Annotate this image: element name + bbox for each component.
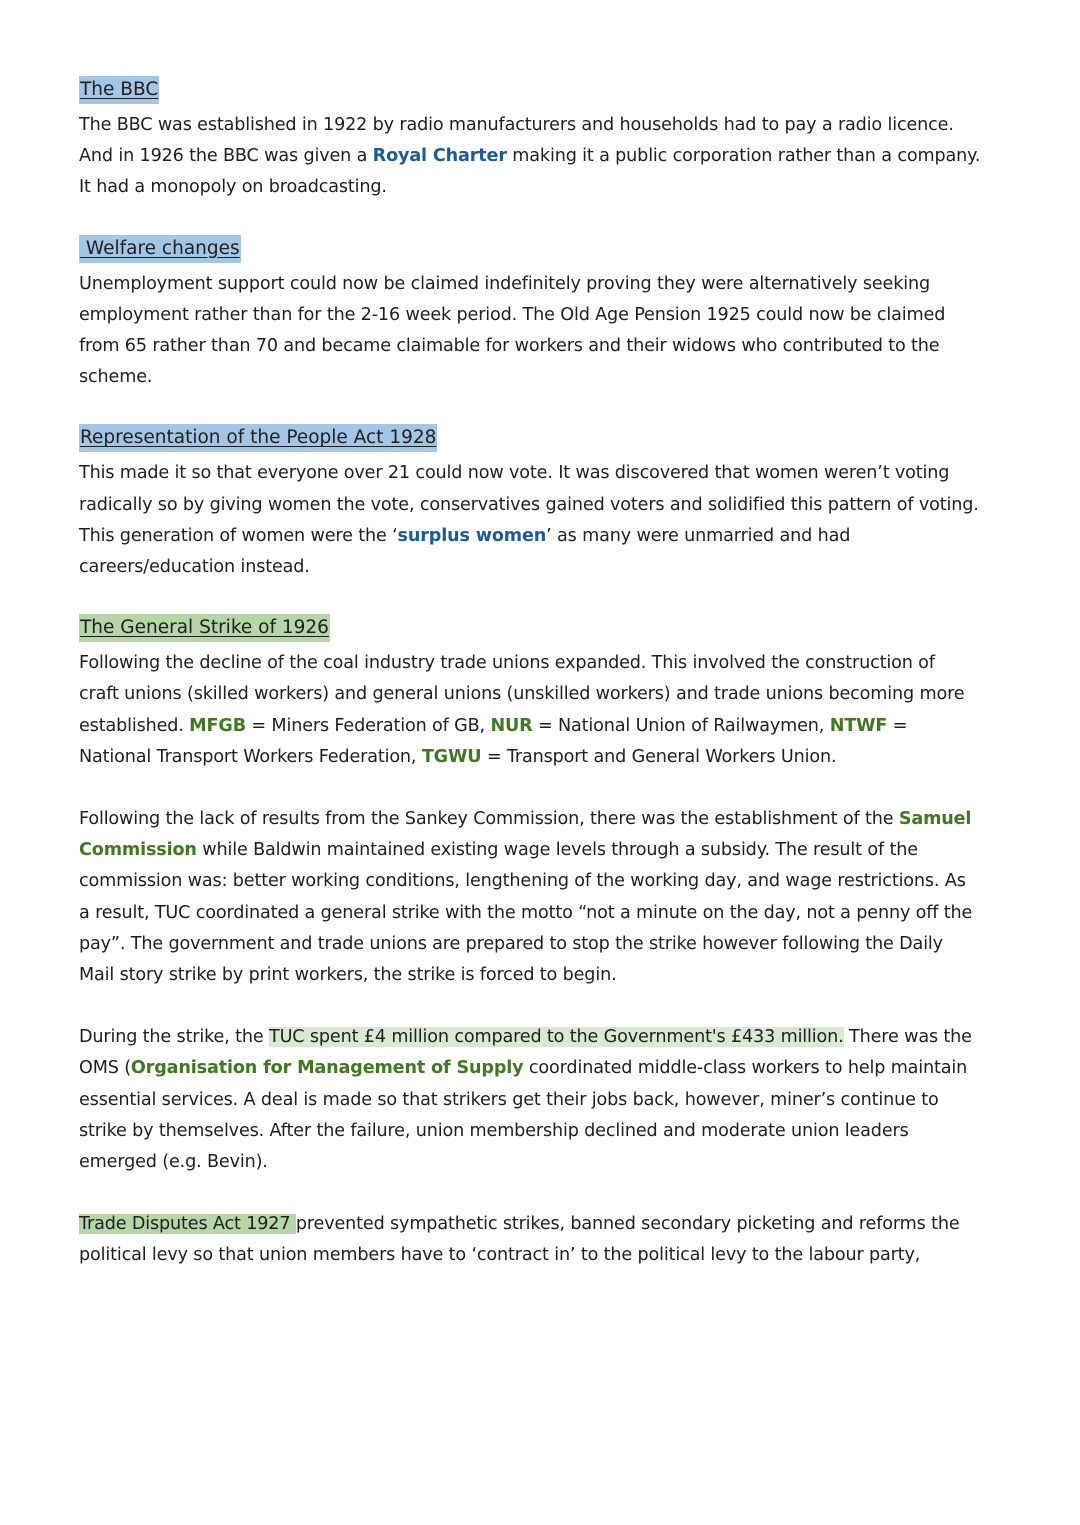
paragraph xyxy=(79,269,1039,394)
paragraph xyxy=(79,648,1039,773)
text-run: from 65 rather than 70 and became claimable for workers and their widows who contributed to the xyxy=(79,336,940,357)
text-run: essential services. A deal is made so that strikers get their jobs back, however, miner’s continue to xyxy=(79,1089,939,1110)
text-run: pay”. The government and trade unions are prepared to stop the strike however following the Daily xyxy=(79,933,943,954)
key-term: surplus women xyxy=(397,525,547,546)
text-run: prevented sympathetic strikes, banned secondary picketing and reforms the xyxy=(295,1214,960,1235)
text-line xyxy=(79,362,1039,393)
text-run: This generation of women were the ‘ xyxy=(79,525,398,546)
text-line xyxy=(79,679,1039,710)
text-line xyxy=(79,269,1039,300)
paragraph xyxy=(79,804,1039,991)
section xyxy=(79,235,1039,394)
section-heading: The BBC xyxy=(79,76,159,104)
section-heading: The General Strike of 1926 xyxy=(79,614,330,642)
key-term: TGWU xyxy=(421,746,482,767)
text-run: while Baldwin maintained existing wage levels through a subsidy. The result of the xyxy=(196,840,918,861)
text-line xyxy=(79,141,1039,172)
text-line xyxy=(79,110,1039,141)
text-line xyxy=(79,804,1039,835)
text-run: emerged (e.g. Bevin). xyxy=(79,1152,268,1173)
text-line xyxy=(79,521,1039,552)
paragraph xyxy=(79,1022,1039,1178)
paragraph xyxy=(79,1209,1039,1271)
highlighted-text: TUC spent £4 million compared to the Government's £433 million. xyxy=(268,1027,844,1048)
text-run: Following the decline of the coal industry trade unions expanded. This involved the construction of xyxy=(79,653,935,674)
text-run: political levy so that union members have to ‘contract in’ to the political levy to the labour party, xyxy=(79,1245,921,1266)
paragraph xyxy=(79,110,1039,204)
text-run: Unemployment support could now be claimed indefinitely proving they were alternatively seeking xyxy=(79,273,931,294)
key-term: MFGB xyxy=(189,715,246,736)
key-term: Commission xyxy=(79,840,197,861)
text-run: careers/education instead. xyxy=(79,557,310,578)
text-run: Mail story strike by print workers, the strike is forced to begin. xyxy=(79,965,617,986)
text-line xyxy=(79,835,1039,866)
text-line xyxy=(79,960,1039,991)
key-term: NUR xyxy=(490,715,533,736)
text-run: making it a public corporation rather than a company. xyxy=(506,146,981,167)
text-line xyxy=(79,1053,1039,1084)
text-run: There was the xyxy=(843,1027,972,1048)
text-run: strike by themselves. After the failure, union membership declined and moderate union leaders xyxy=(79,1120,909,1141)
paragraph xyxy=(79,458,1039,583)
key-term: Organisation for Management of Supply xyxy=(130,1058,524,1079)
text-run: It had a monopoly on broadcasting. xyxy=(79,177,387,198)
text-line xyxy=(79,648,1039,679)
text-run: National Transport Workers Federation, xyxy=(79,746,422,767)
document-body xyxy=(79,76,1039,1303)
text-run: = Miners Federation of GB, xyxy=(245,715,491,736)
text-line xyxy=(79,552,1039,583)
text-run: a result, TUC coordinated a general strike with the motto “not a minute on the day, not a penny off the xyxy=(79,902,973,923)
key-term: Royal Charter xyxy=(372,146,507,167)
text-run: commission was: better working conditions, lengthening of the working day, and wage restrictions. As xyxy=(79,871,966,892)
section xyxy=(79,76,1039,204)
text-line xyxy=(79,300,1039,331)
text-line xyxy=(79,490,1039,521)
text-run: The BBC was established in 1922 by radio manufacturers and households had to pay a radio licence. xyxy=(79,115,954,135)
text-line xyxy=(79,711,1039,742)
text-run: craft unions (skilled workers) and general unions (unskilled workers) and trade unions becoming more xyxy=(79,684,965,705)
text-run: And in 1926 the BBC was given a xyxy=(79,146,373,167)
text-line xyxy=(79,1085,1039,1116)
text-line xyxy=(79,458,1039,489)
text-run: OMS ( xyxy=(79,1058,131,1079)
text-line xyxy=(79,742,1039,773)
text-line xyxy=(79,1147,1039,1178)
text-line xyxy=(79,1116,1039,1147)
text-run: scheme. xyxy=(79,367,153,388)
text-run: Following the lack of results from the Sankey Commission, there was the establishment of the xyxy=(79,809,899,830)
highlighted-text: Trade Disputes Act 1927 xyxy=(79,1214,296,1235)
text-run: = xyxy=(887,715,908,736)
text-run: = National Union of Railwaymen, xyxy=(532,715,830,736)
section-heading: Representation of the People Act 1928 xyxy=(79,424,437,452)
section xyxy=(79,424,1039,583)
text-run: coordinated middle-class workers to help maintain xyxy=(523,1058,968,1079)
text-line xyxy=(79,331,1039,362)
key-term: Samuel xyxy=(898,809,972,830)
text-line xyxy=(79,898,1039,929)
text-run: employment rather than for the 2-16 week period. The Old Age Pension 1925 could now be claimed xyxy=(79,304,946,325)
text-line xyxy=(79,866,1039,897)
text-line xyxy=(79,172,1039,203)
key-term: NTWF xyxy=(829,715,888,736)
text-run: established. xyxy=(79,715,190,736)
section xyxy=(79,614,1039,1271)
section-heading: Welfare changes xyxy=(79,235,241,263)
text-line xyxy=(79,1209,1039,1240)
text-line xyxy=(79,1022,1039,1053)
text-line xyxy=(79,1240,1039,1271)
text-run: During the strike, the xyxy=(79,1027,269,1048)
text-run: ’ as many were unmarried and had xyxy=(546,525,851,546)
text-run: This made it so that everyone over 21 could now vote. It was discovered that women weren’t voting xyxy=(79,463,950,484)
text-run: = Transport and General Workers Union. xyxy=(481,746,837,767)
text-run: radically so by giving women the vote, conservatives gained voters and solidified this pattern of voting. xyxy=(79,494,979,515)
text-line xyxy=(79,929,1039,960)
